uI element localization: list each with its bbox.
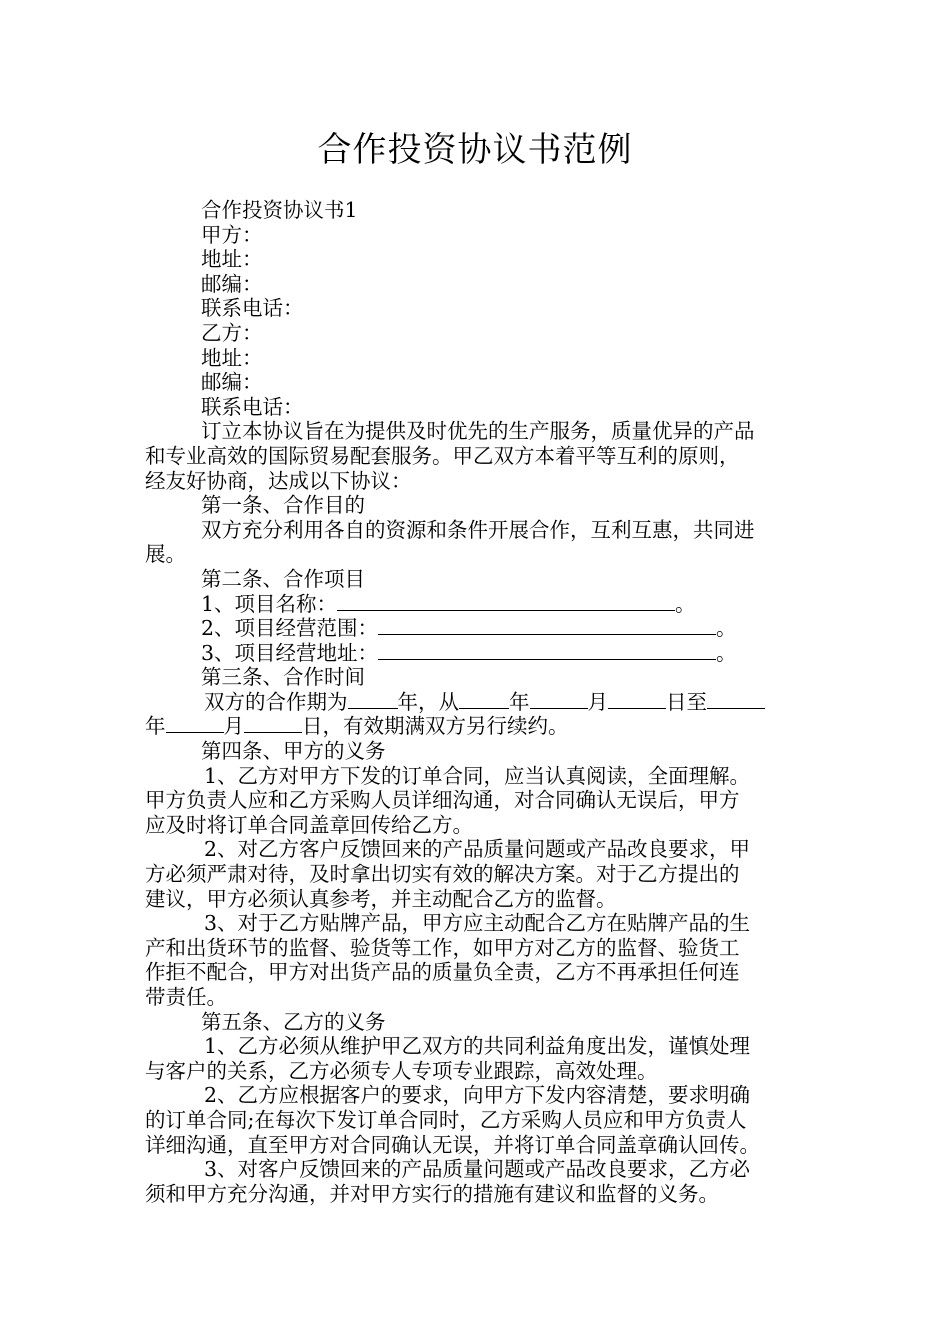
project-address-label: 3、项目经营地址： [201,640,379,665]
paragraph-line: 产和出货环节的监督、验货等工作，如甲方对乙方的监督、验货工 [145,935,740,960]
project-scope-line [145,616,807,641]
end-year-blank [707,690,765,709]
paragraph-line: 1、乙方必须从维护甲乙双方的共同利益角度出发，谨慎处理 [204,1034,751,1059]
text-fragment: 日，有效期满双方另行续约。 [302,714,569,739]
phone-label: 联系电话： [201,394,304,419]
project-address-line [145,641,807,666]
paragraph-line: 订立本协议旨在为提供及时优先的生产服务，质量优异的产品 [201,419,755,444]
paragraph-line: 作拒不配合，甲方对出货产品的质量负全责，乙方不再承担任何连 [145,960,740,985]
paragraph-line: 3、对于乙方贴牌产品，甲方应主动配合乙方在贴牌产品的生 [204,911,751,936]
phone-label: 联系电话： [201,296,304,321]
end-month-blank [166,714,224,733]
text-line: 合作投资协议书1 [201,198,358,222]
project-name-line [145,592,807,617]
period-mark: 。 [675,591,696,616]
paragraph-line: 2、对乙方客户反馈回来的产品质量问题或产品改良要求，甲 [204,837,751,862]
paragraph-line: 与客户的关系，乙方必须专人专项专业跟踪，高效处理。 [145,1058,658,1083]
address-label: 地址： [201,345,263,370]
period-mark: 。 [716,616,737,641]
document-body [145,198,807,1206]
paragraph-line: 的订单合同;在每次下发订单合同时，乙方采购人员应和甲方负责人 [145,1107,747,1132]
paragraph-line: 方必须严肃对待，及时拿出切实有效的解决方案。对于乙方提出的 [145,862,740,887]
paragraph-line: 双方充分利用各自的资源和条件开展合作，互利互惠，共同进 [201,517,755,542]
end-day-blank [244,714,302,733]
project-name-blank [337,592,675,611]
postcode-label: 邮编： [201,370,263,395]
paragraph-line: 和专业高效的国际贸易配套服务。甲乙双方本着平等互利的原则， [145,443,740,468]
party-b-label: 乙方： [201,320,263,345]
project-name-label: 1、项目名称： [201,591,338,616]
text-fragment: 日至 [666,689,707,714]
paragraph-line: 3、对客户反馈回来的产品质量问题或产品改良要求，乙方必 [204,1157,751,1182]
paragraph-line: 详细沟通，直至甲方对合同确认无误，并将订单合同盖章确认回传。 [145,1132,760,1157]
start-day-blank [608,690,666,709]
paragraph-line: 应及时将订单合同盖章回传给乙方。 [145,812,473,837]
text-fragment: 年，从 [397,689,459,714]
paragraph-line: 建议，甲方必须认真参考，并主动配合乙方的监督。 [145,886,617,911]
years-blank [348,690,398,709]
text-fragment: 双方的合作期为 [204,689,348,714]
project-scope-blank [378,616,716,635]
text-fragment: 月 [587,689,608,714]
project-scope-label: 2、项目经营范围： [201,616,379,641]
start-year-blank [459,690,509,709]
paragraph-line: 展。 [145,542,186,567]
article-heading: 第四条、甲方的义务 [201,739,386,764]
article-heading: 第二条、合作项目 [201,566,365,591]
paragraph-line: 须和甲方充分沟通，并对甲方实行的措施有建议和监督的义务。 [145,1181,719,1206]
cooperation-period-line [145,690,807,715]
article-heading: 第五条、乙方的义务 [201,1009,386,1034]
address-label: 地址： [201,247,263,272]
article-heading: 第三条、合作时间 [201,665,365,690]
text-fragment: 年 [145,714,166,739]
text-fragment: 月 [223,714,244,739]
paragraph-line: 甲方负责人应和乙方采购人员详细沟通，对合同确认无误后，甲方 [145,788,740,813]
paragraph-line: 带责任。 [145,985,227,1009]
period-mark: 。 [716,640,737,665]
postcode-label: 邮编： [201,271,263,296]
party-a-label: 甲方： [201,222,263,247]
paragraph-line: 2、乙方应根据客户的要求，向甲方下发内容清楚，要求明确 [204,1083,751,1108]
paragraph-line: 经友好协商，达成以下协议： [145,468,412,493]
paragraph-line: 1、乙方对甲方下发的订单合同，应当认真阅读，全面理解。 [204,763,751,788]
cooperation-period-line [145,714,807,739]
start-month-blank [530,690,588,709]
article-heading: 第一条、合作目的 [201,493,365,518]
text-fragment: 年 [509,689,530,714]
project-address-blank [378,641,716,660]
document-title: 合作投资协议书范例 [317,130,633,170]
